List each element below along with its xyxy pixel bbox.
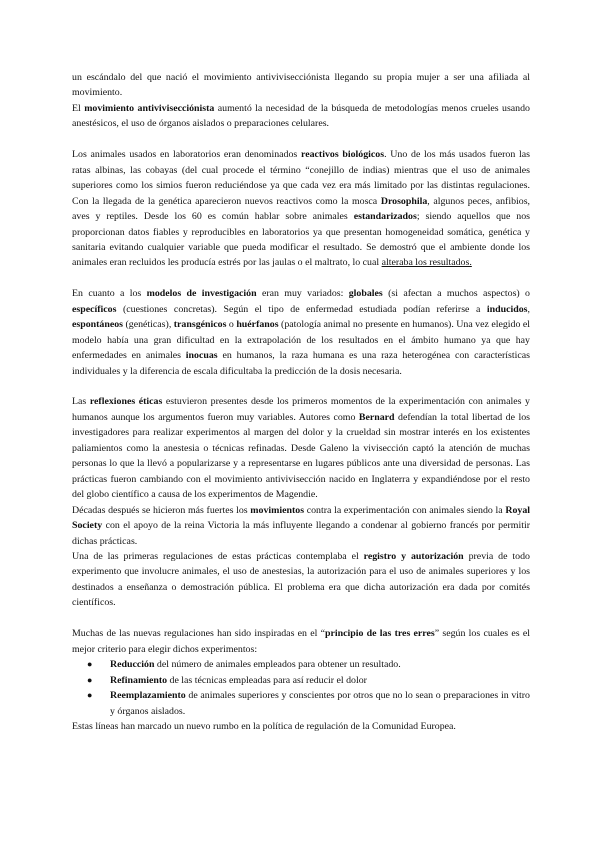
bold-term: Reducción	[110, 659, 155, 671]
bold-term: principio de las tres erres	[325, 628, 435, 640]
bold-term: movimientos	[250, 504, 305, 516]
paragraph-5: Las reflexiones éticas estuvieron presentes desde los primeros momentos de la experimentación con animales y humanos aunque los argumentos fueron muy variables. Autores como Bernard defendían la total libertad de los investigadores para realizar experimentos al margen del dolor y la crueldad sin mostrar interés en los existentes paliamientos como la anestesia o técnicas refinadas. Desde Galeno la vivisección captó la atención de muchas personas lo que la llevó a popularizarse y a representarse en lugares públicos ante una diversidad de personas. Las prácticas fueron cambiando con el movimiento antivivisección nacido en Inglaterra y expandiéndose por el resto del globo científico a causa de los experimentos de Magendie.	[72, 396, 530, 501]
bold-term: estandarizados	[353, 211, 417, 223]
paragraph-gap	[72, 379, 530, 394]
bold-term: Royal Society	[72, 504, 530, 532]
three-rs-list	[72, 657, 530, 719]
bold-term: Drosophila	[380, 195, 428, 207]
bullet-icon: ●	[87, 690, 93, 701]
bold-term: modelos de investigación	[146, 288, 257, 300]
bold-term: huérfanos	[236, 319, 279, 331]
bold-term: Bernard	[358, 411, 395, 423]
list-item: ● Reducción del número de animales empleados para obtener un resultado.	[110, 657, 530, 672]
bullet-icon: ●	[87, 659, 93, 670]
paragraph-1: un escándalo del que nació el movimiento antivivisecciónista llegando su propia mujer a ser una afiliada al movimiento.	[72, 72, 530, 99]
bold-term: Reemplazamiento	[110, 690, 186, 702]
paragraph-7: Una de las primeras regulaciones de estas prácticas contemplaba el registro y autorización previa de todo experimento que involucre animales, el uso de anestesias, la autorización para el uso de animales superiores y los destinados a enseñanza o demostración pública. El problema era que dicha autorización era dada por comités científicos.	[72, 551, 530, 609]
bold-term: movimiento antivivisecciónista	[84, 102, 215, 114]
bold-term: globales	[348, 288, 383, 300]
bold-term: reflexiones éticas	[89, 396, 163, 408]
bold-term: inocuas	[185, 350, 218, 362]
paragraph-gap	[72, 271, 530, 286]
bold-term: específicos	[72, 303, 117, 315]
list-item: ● Reemplazamiento de animales superiores y conscientes por otros que no lo sean o preparaciones in vitro y órganos aislados.	[87, 690, 530, 717]
paragraph-gap	[72, 611, 530, 626]
list-item: ● Refinamiento de las técnicas empleadas para así reducir el dolor	[110, 673, 530, 688]
bold-term: Refinamiento	[110, 674, 168, 686]
paragraph-8: Muchas de las nuevas regulaciones han sido inspiradas en el “principio de las tres erres” según los cuales es el mejor criterio para elegir dichos experimentos:	[72, 628, 530, 655]
paragraph-4: En cuanto a los modelos de investigación eran muy variados: globales (si afectan a muchos aspectos) o específicos (cuestiones concretas). Según el tipo de enfermedad estudiada podían referirse a inducidos, espontáneos (genéticas), transgénicos o huérfanos (patología animal no presente en humanos). Una vez elegido el modelo había una gran dificultad en la extrapolación de los resultados en el ámbito humano ya que hay enfermedades en animales inocuas en humanos, la raza humana es una raza heterogénea con características individuales y la diferencia de escala dificultaba la predicción de la dosis necesaria.	[72, 288, 531, 377]
document-page	[72, 70, 530, 734]
paragraph-6: Décadas después se hicieron más fuertes los movimientos contra la experimentación con animales siendo la Royal Society con el apoyo de la reina Victoria la más influyente llegando a condenar al gobierno francés por permitir dichas prácticas.	[72, 504, 530, 547]
paragraph-2: El movimiento antivivisecciónista aumentó la necesidad de la búsqueda de metodologías menos crueles usando anestésicos, el uso de órganos aislados o preparaciones celulares.	[72, 102, 530, 130]
underlined-text: alteraba los resultados.	[381, 257, 472, 269]
bold-term: transgénicos	[173, 319, 227, 331]
paragraph-gap	[72, 132, 530, 147]
paragraph-3: Los animales usados en laboratorios eran denominados reactivos biológicos. Uno de los más usados fueron las ratas albinas, las cobayas (del cual procede el término “conejillo de indias) mientras que el uso de animales superiores como los simios fueron reduciéndose ya que cada vez era más limitado por las distintas regulaciones. Con la llegada de la genética aparecieron nuevos reactivos como la mosca Drosophila, algunos peces, anfibios, aves y reptiles. Desde los 60 es común hablar sobre animales estandarizados; siendo aquellos que nos proporcionan datos fiables y reproducibles en laboratorios ya que presentan homogeneidad somática, genética y sanitaria evitando cualquier variable que pueda modificar el resultado. Se demostró que el ambiente donde los animales eran recluidos les producía estrés por las jaulas o el maltrato, lo cual alteraba los resultados.	[72, 149, 531, 269]
bold-term: reactivos biológicos	[301, 149, 385, 161]
bold-term: espontáneos	[72, 319, 124, 331]
bold-term: registro y autorización	[363, 551, 464, 562]
bullet-icon: ●	[87, 674, 93, 685]
paragraph-9: Estas líneas han marcado un nuevo rumbo en la política de regulación de la Comunidad Europea.	[72, 720, 456, 732]
bold-term: inducidos	[486, 303, 528, 315]
